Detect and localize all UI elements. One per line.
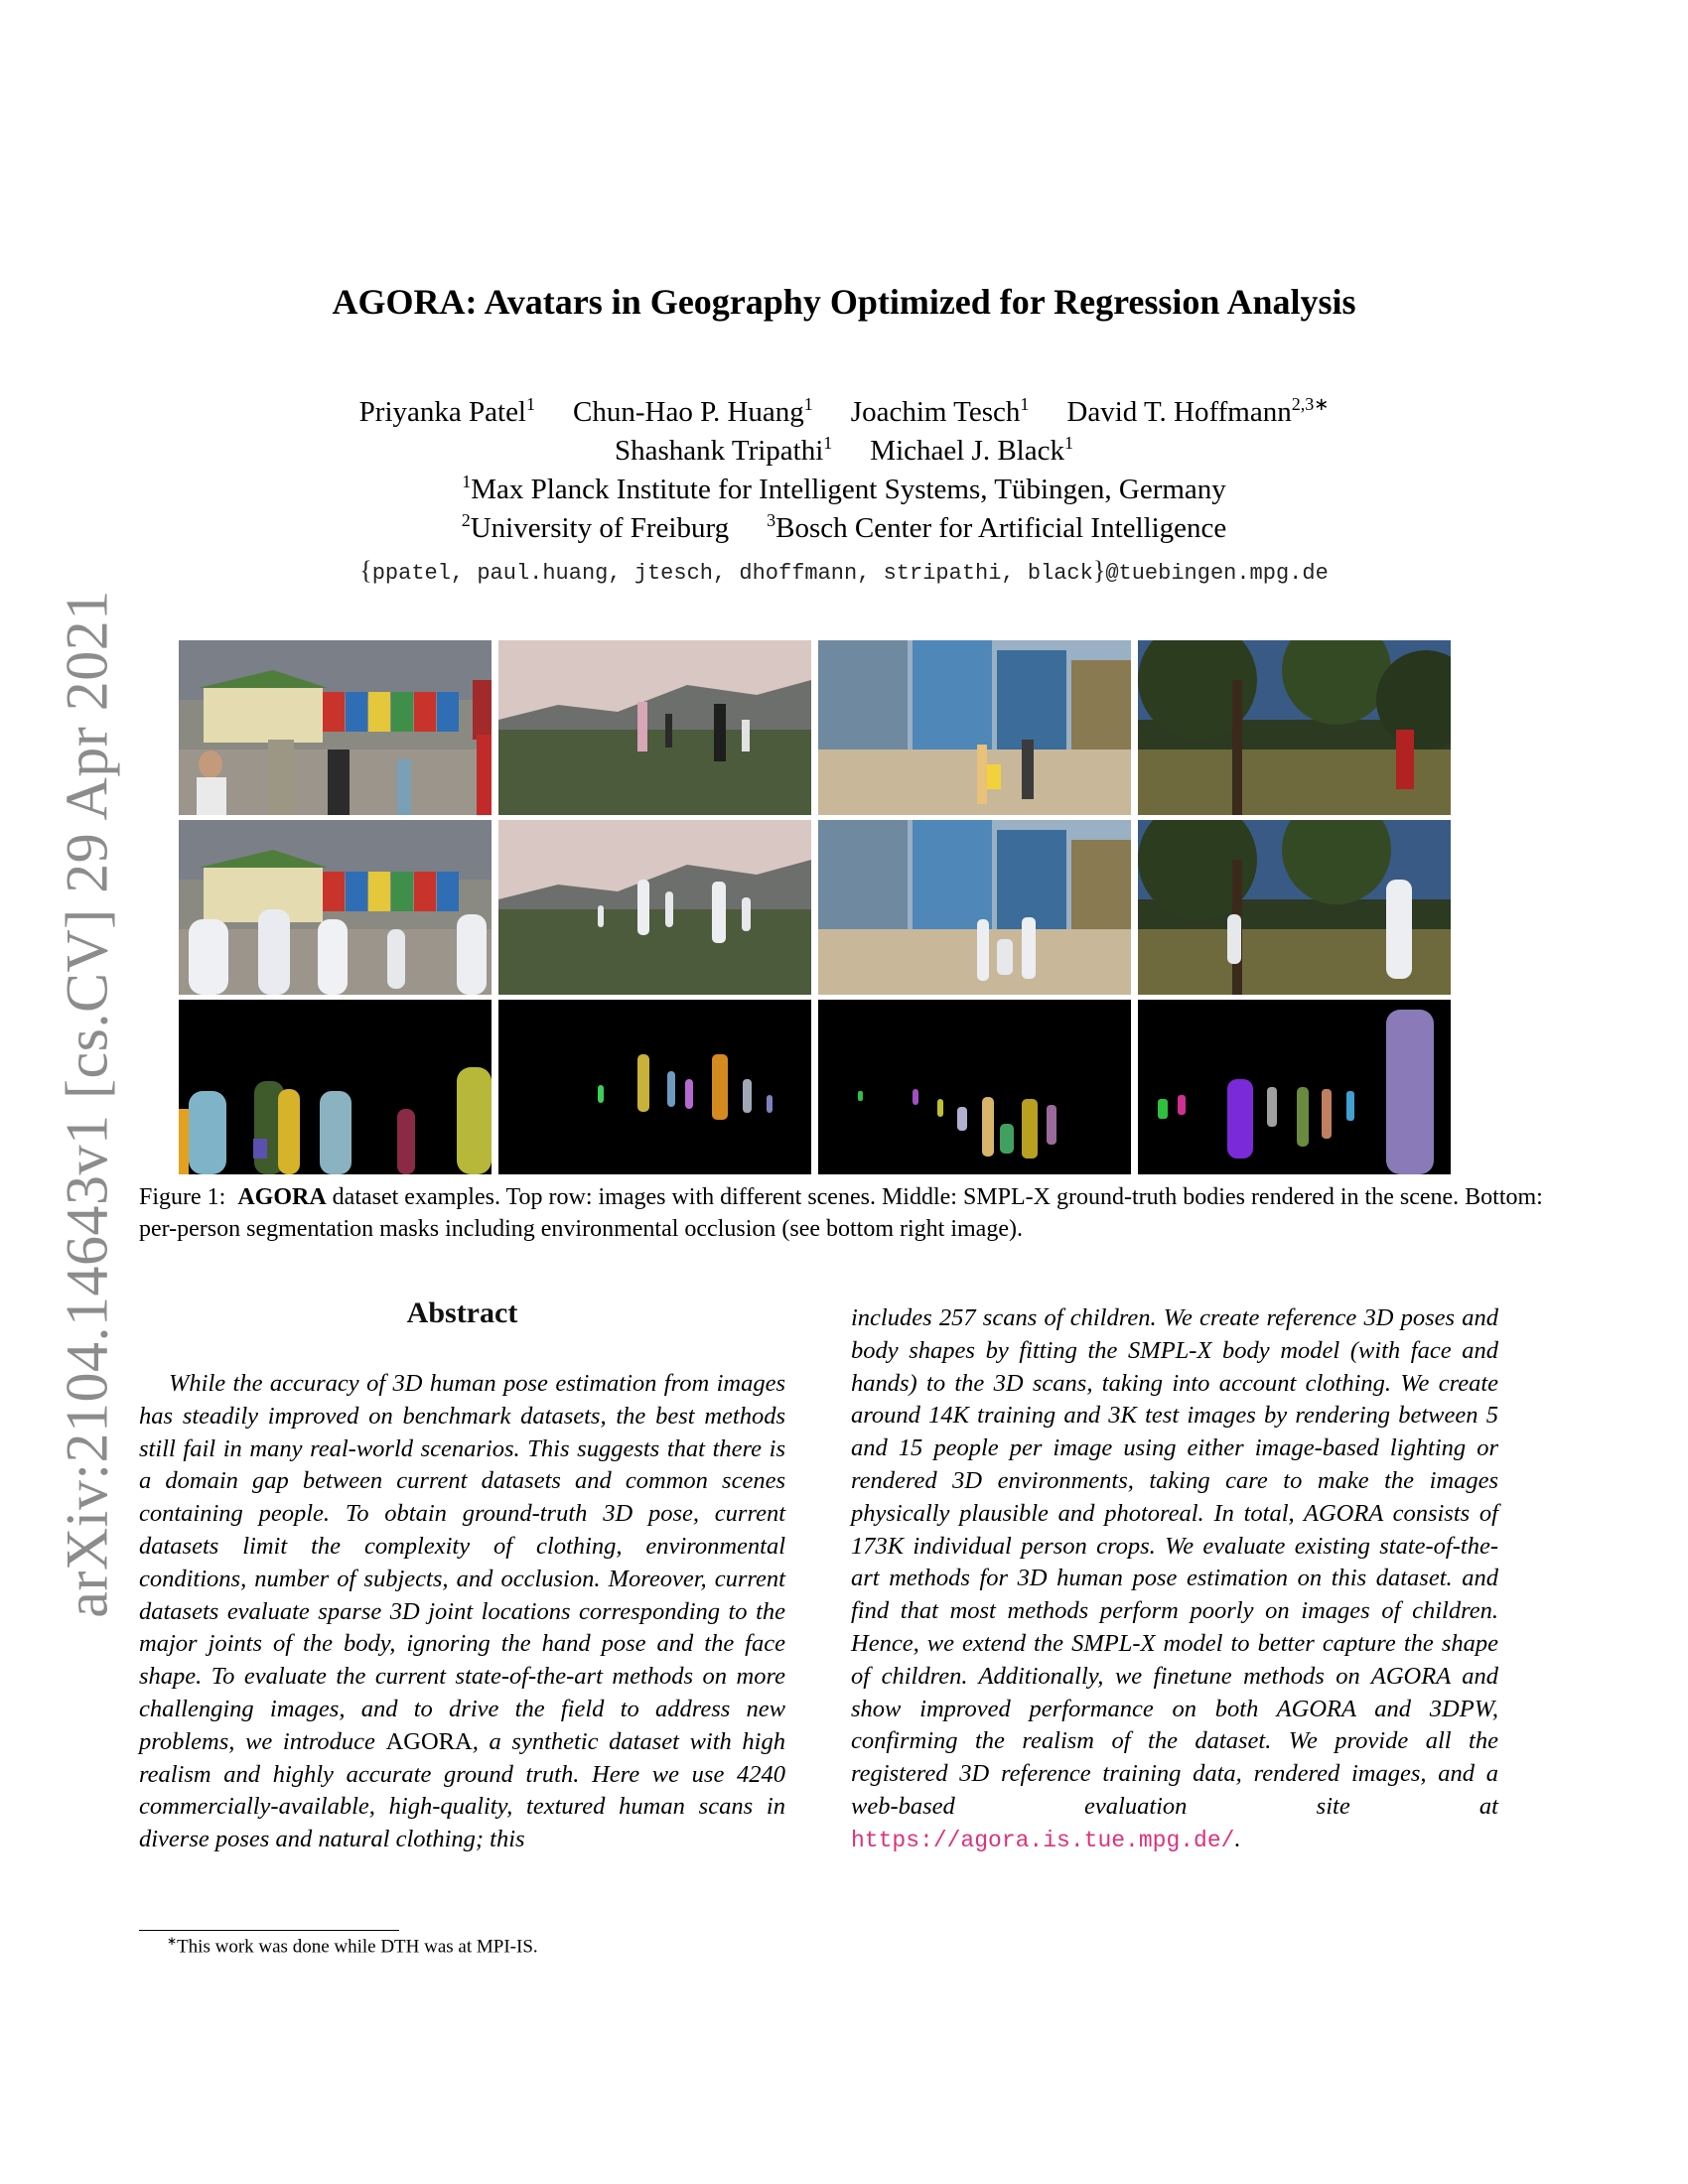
author-name: Joachim Tesch — [850, 396, 1021, 428]
email-list: ppatel, paul.huang, jtesch, dhoffmann, stripathi, black — [371, 561, 1093, 586]
affiliation-line-2: $^2$University of Freiburg $^3$Bosch Center for Artificial Intelligence — [461, 510, 1227, 544]
affiliation: University of Freiburg — [470, 512, 730, 544]
author-line-1: Priyanka Patel$^1$ Chun-Hao P. Huang$^1$ Joachim Tesch$^1$ David T. Hoffmann$^{2,3∗}$ — [358, 394, 1330, 428]
abstract-right-column: includes 257 scans of children. We create reference 3D poses and body shapes by fitting the SMPL-X body model (with face and hands) to the 3D scans, taking into account clothing. We create around 14K training and 3K test images by rendering between 5 and 15 people per image using either image-based lighting or rendered 3D environments, taking care to make the images physically plausible and photoreal. In total, AGORA consists of 173K individual person crops. We evaluate existing state-of-the-art methods for 3D human pose estimation on this dataset. and find that most methods perform poorly on images of children. Hence, we extend the SMPL-X model to better capture the shape of children. Additionally, we finetune methods on AGORA and show improved performance on both AGORA and 3DPW, confirming the realism of the dataset. We provide all the registered 3D reference training data, rendered images, and a web-based evaluation site at https://agora.is.tue.mpg.de/. — [851, 1304, 1498, 1853]
author-emails: {ppatel, paul.huang, jtesch, dhoffmann, stripathi, black}@tuebingen.mpg.de — [359, 556, 1329, 586]
smplx-render-city-construction — [818, 820, 1131, 995]
author-line-2: Shashank Tripathi$^1$ Michael J. Black$^1$ — [615, 433, 1073, 467]
segmentation-mask-city-construction — [818, 1000, 1131, 1174]
affiliation: Max Planck Institute for Intelligent Systems, Tübingen, Germany — [471, 474, 1226, 505]
figure-1-caption: Figure 1: AGORA dataset examples. Top row: images with different scenes. Middle: SMPL-X ground-truth bodies rendered in the scene. Bottom: per-person segmentation masks including environmental occlusion (see bottom right image). — [139, 1184, 1543, 1242]
author-name: Priyanka Patel — [358, 396, 526, 428]
project-url-link[interactable]: https://agora.is.tue.mpg.de/ — [851, 1827, 1235, 1853]
abstract-left-column: While the accuracy of 3D human pose estimation from images has steadily improved on benchmark datasets, the best methods still fail in many real-world scenarios. This suggests that there is a domain gap between current datasets and common scenes containing people. To obtain ground-truth 3D pose, current datasets limit the complexity of clothing, environmental conditions, number of subjects, and occlusion. Moreover, current datasets evaluate sparse 3D joint locations corresponding to the major joints of the body, ignoring the hand pose and the face shape. To evaluate the current state-of-the-art methods on more challenging images, and to drive the field to address new problems, we introduce AGORA, a synthetic dataset with high realism and highly accurate ground truth. Here we use 4240 commercially-available, high-quality, textured human scans in diverse poses and natural clothing; this — [139, 1370, 785, 1853]
smplx-render-forest — [1138, 820, 1451, 995]
footnote-divider — [139, 1930, 399, 1931]
segmentation-mask-grassland — [498, 1000, 811, 1174]
arxiv-identifier-stamp: arXiv:2104.14643v1 [cs.CV] 29 Apr 2021 — [54, 590, 120, 1618]
author-name: Shashank Tripathi — [615, 435, 824, 467]
paper-title: AGORA: Avatars in Geography Optimized for Regression Analysis — [332, 282, 1356, 322]
footnote: ∗This work was done while DTH was at MPI-IS. — [167, 1934, 538, 1958]
segmentation-mask-forest — [1138, 1000, 1451, 1174]
scene-image-grassland — [498, 640, 811, 815]
smplx-render-beach-huts — [179, 820, 492, 995]
affiliation-line-1: $^1$Max Planck Institute for Intelligent Systems, Tübingen, Germany — [462, 472, 1226, 505]
scene-image-forest — [1138, 640, 1451, 815]
scene-image-beach-huts — [179, 640, 492, 815]
segmentation-mask-beach-huts — [179, 1000, 492, 1174]
author-name: David T. Hoffmann — [1066, 396, 1292, 428]
figure-1-image-grid — [179, 640, 1453, 1174]
email-domain: @tuebingen.mpg.de — [1105, 561, 1329, 586]
author-name: Michael J. Black — [870, 435, 1064, 467]
author-block — [0, 393, 1688, 548]
affiliation: Bosch Center for Artificial Intelligence — [775, 512, 1227, 544]
abstract-heading: Abstract — [406, 1297, 518, 1329]
smplx-render-grassland — [498, 820, 811, 995]
author-name: Chun-Hao P. Huang — [573, 396, 804, 428]
scene-image-city-construction — [818, 640, 1131, 815]
